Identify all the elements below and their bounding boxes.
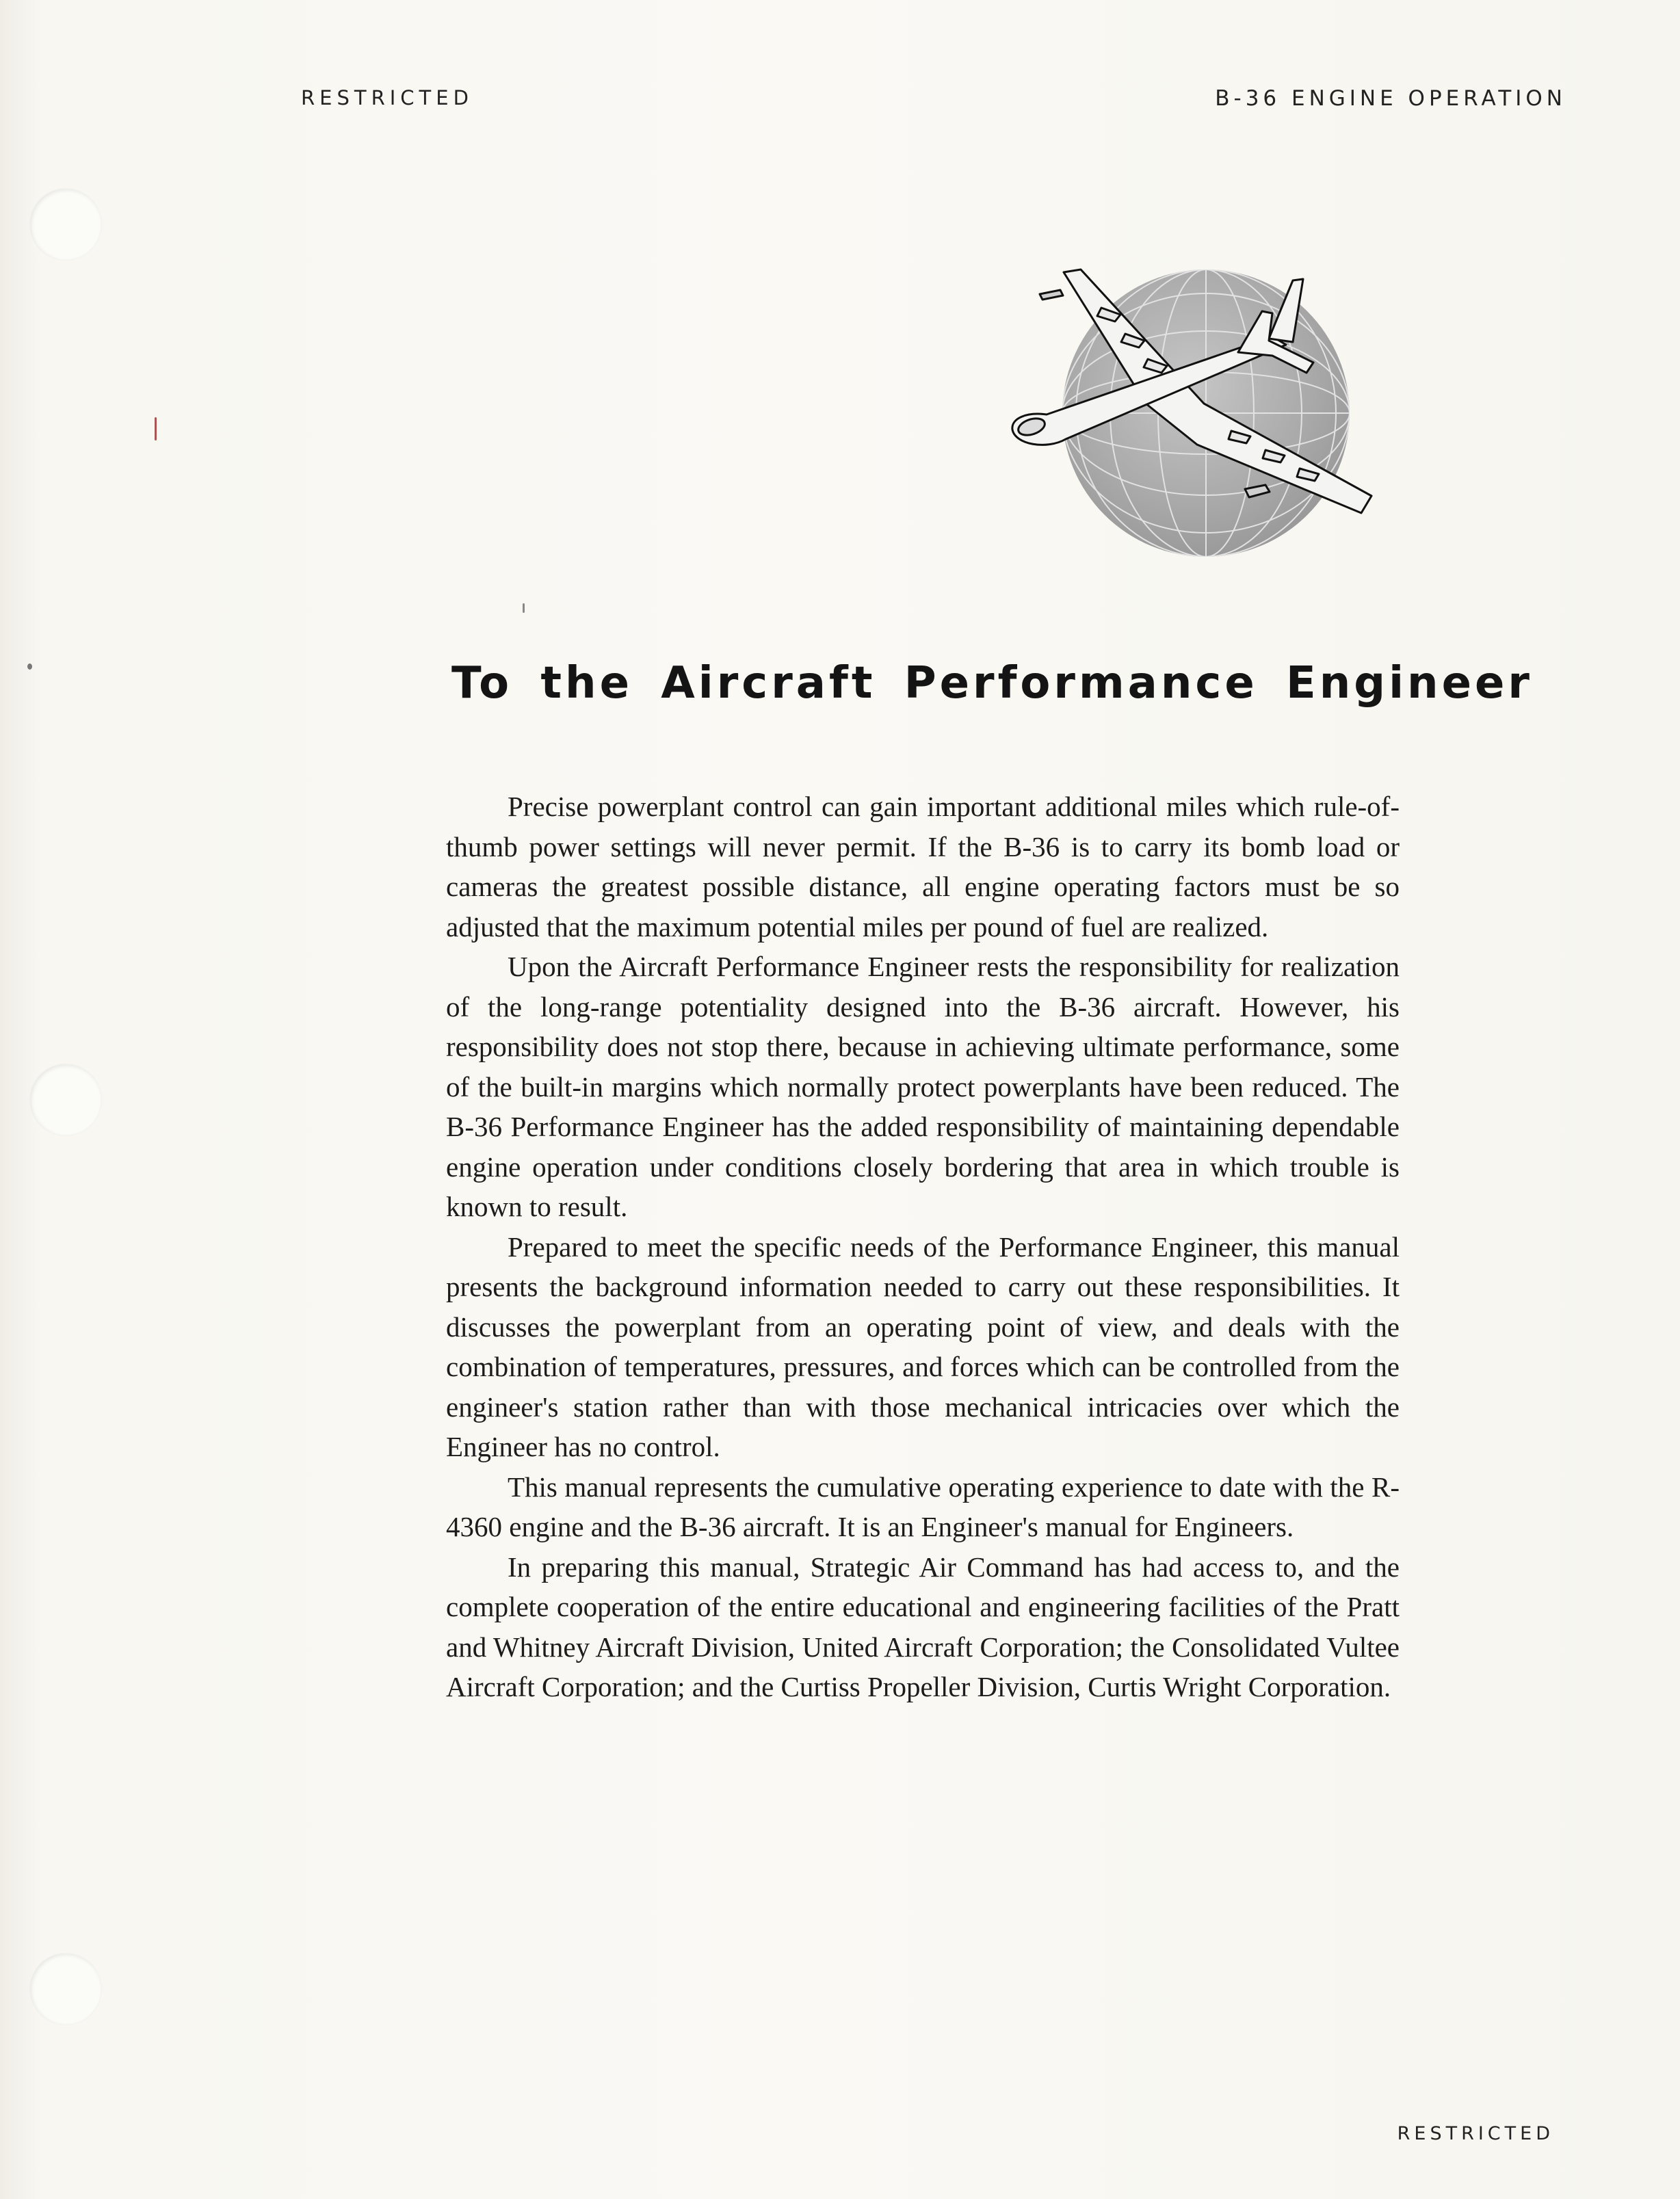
b36-bomber-over-globe-illustration	[999, 260, 1382, 575]
paper-speck	[155, 417, 157, 440]
body-text	[446, 787, 1400, 1707]
paragraph: Prepared to meet the specific needs of the Performance Engineer, this manual presents the background information needed to carry out these responsibilities. It discusses the powerplant from an operating point of view, and deals with the combination of temperatures, pressures, and forces which can be controlled from the engineer's station rather than with those mechanical intricacies over which the Engineer has no control.	[446, 1230, 1400, 1462]
header-document-title: B-36 ENGINE OPERATION	[1215, 86, 1566, 111]
binder-punch-hole-middle	[30, 1064, 101, 1135]
page-title: To the Aircraft Performance Engineer	[451, 658, 1533, 709]
paragraph: This manual represents the cumulative operating experience to date with the R-4360 engine and the B-36 aircraft. It is an Engineer's manual for Engineers.	[446, 1471, 1400, 1542]
paragraph: Upon the Aircraft Performance Engineer rests the responsibility for realization of the long-range potentiality designed into the B-36 aircraft. However, his responsibility does not stop there, because in achieving ultimate performance, some of the built-in margins which normally protect powerplants have been reduced. The B-36 Performance Engineer has the added responsibility of maintaining dependable engine operation under conditions closely bordering that area in which trouble is known to result.	[446, 951, 1400, 1222]
footer-classification: RESTRICTED	[1397, 2123, 1554, 2144]
paper-speck	[523, 603, 525, 613]
paper-speck	[27, 663, 32, 670]
paragraph: In preparing this manual, Strategic Air Command has had access to, and the complete cooperation of the entire educational and engineering facilities of the Pratt and Whitney Aircraft Division, United Aircraft Corporation; the Consolidated Vultee Aircraft Corporation; and the Curtiss Propeller Division, Curtis Wright Corporation.	[446, 1551, 1400, 1702]
binder-punch-hole-bottom	[30, 1953, 101, 2025]
binder-punch-hole-top	[30, 189, 101, 260]
header-classification: RESTRICTED	[301, 86, 473, 109]
paragraph: Precise powerplant control can gain important additional miles which rule-of-thumb power settings will never permit. If the B-36 is to carry its bomb load or cameras the greatest possible distance, all engine operating factors must be so adjusted that the maximum potential miles per pound of fuel are realized.	[446, 791, 1400, 943]
